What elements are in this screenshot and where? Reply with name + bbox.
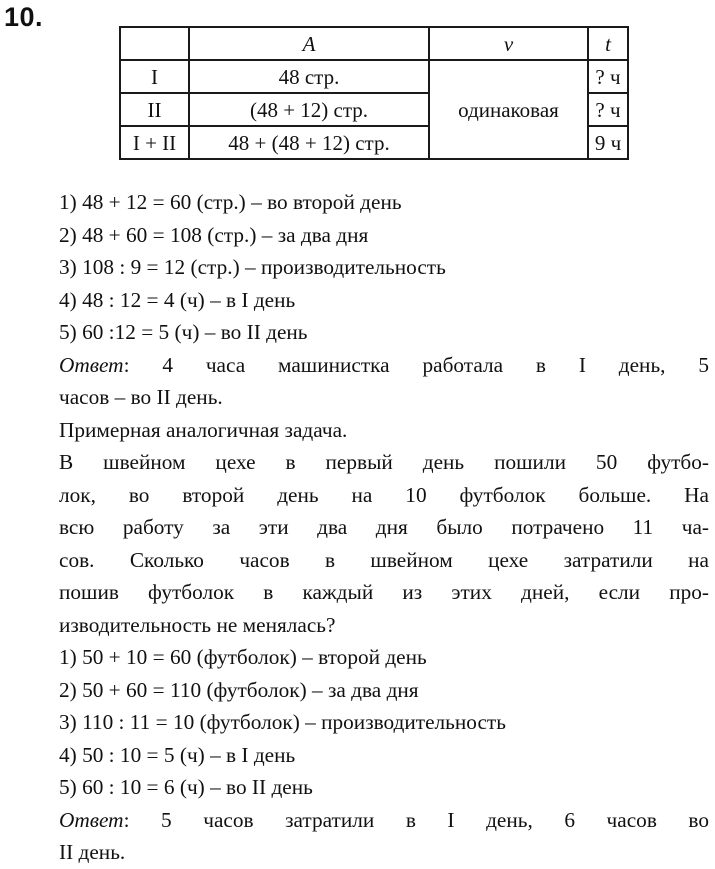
header-cell-t: t: [588, 27, 628, 60]
table-header-row: [120, 27, 628, 60]
text-line: [59, 316, 709, 349]
text-line: [59, 674, 709, 707]
line-text: 2) 48 + 60 = 108 (стр.) – за два дня: [59, 222, 369, 247]
line-text: лок, во второй день на 10 футболок больше. На: [59, 482, 709, 507]
header-cell-v: v: [429, 27, 588, 60]
line-text: 5) 60 :12 = 5 (ч) – во II день: [59, 320, 308, 344]
row-label: II: [120, 93, 189, 126]
cell-v-merged: одинаковая: [429, 60, 588, 159]
text-line: [59, 446, 709, 479]
line-text: II день.: [59, 840, 126, 864]
cell-t: ? ч: [588, 60, 628, 93]
text-line: [59, 479, 709, 512]
line-text: 1) 50 + 10 = 60 (футболок) – второй день: [59, 645, 427, 669]
line-text: 2) 50 + 60 = 110 (футболок) – за два дня: [59, 677, 419, 702]
row-label: I + II: [120, 126, 189, 159]
text-line: [59, 381, 709, 414]
text-line: [59, 609, 709, 642]
line-text: 3) 108 : 9 = 12 (стр.) – производительность: [59, 255, 446, 279]
line-text: 4) 48 : 12 = 4 (ч) – в I день: [59, 287, 296, 312]
line-text: всю работу за эти два дня было потрачено 11 ча-: [59, 515, 709, 539]
text-line: [59, 576, 709, 609]
line-text: 4) 50 : 10 = 5 (ч) – в I день: [59, 742, 296, 767]
text-line: [59, 544, 709, 577]
header-cell-empty: [120, 27, 189, 60]
line-text: сов. Сколько часов в швейном цехе затратили на: [59, 547, 709, 572]
text-line: [59, 739, 709, 772]
answer-line: [59, 804, 709, 837]
line-text: 1) 48 + 12 = 60 (стр.) – во второй день: [59, 190, 402, 214]
text-line: [59, 284, 709, 317]
cell-t: ? ч: [588, 93, 628, 126]
cell-a: (48 + 12) стр.: [189, 93, 429, 126]
cell-a: 48 + (48 + 12) стр.: [189, 126, 429, 159]
cell-t: 9 ч: [588, 126, 628, 159]
text-line: [59, 511, 709, 544]
line-text: В швейном цехе в первый день пошили 50 футбо-: [59, 450, 709, 474]
row-label: I: [120, 60, 189, 93]
line-text: пошив футболок в каждый из этих дней, если про-: [59, 580, 709, 604]
text-line: [59, 771, 709, 804]
text-line: [59, 836, 709, 869]
line-text: 3) 110 : 11 = 10 (футболок) – производительность: [59, 710, 506, 734]
answer-label: Ответ: [59, 807, 124, 832]
text-line: [59, 251, 709, 284]
table-row: [120, 60, 628, 93]
line-text: : 5 часов затратили в I день, 6 часов во: [123, 807, 709, 832]
problem-number: 10.: [4, 2, 44, 32]
line-text: изводительность не менялась?: [59, 612, 336, 637]
answer-line: [59, 349, 709, 382]
line-text: Примерная аналогичная задача.: [59, 417, 348, 442]
text-line: [59, 414, 709, 447]
cell-a: 48 стр.: [189, 60, 429, 93]
header-cell-a: A: [189, 27, 429, 60]
line-text: : 4 часа машинистка работала в I день, 5: [123, 352, 709, 377]
text-line: [59, 706, 709, 739]
text-line: [59, 186, 709, 219]
text-line: [59, 219, 709, 252]
line-text: часов – во II день.: [59, 385, 223, 409]
answer-label: Ответ: [59, 352, 124, 377]
data-table: [119, 26, 629, 160]
line-text: 5) 60 : 10 = 6 (ч) – во II день: [59, 775, 313, 799]
text-line: [59, 641, 709, 674]
solution-text: [59, 186, 709, 869]
